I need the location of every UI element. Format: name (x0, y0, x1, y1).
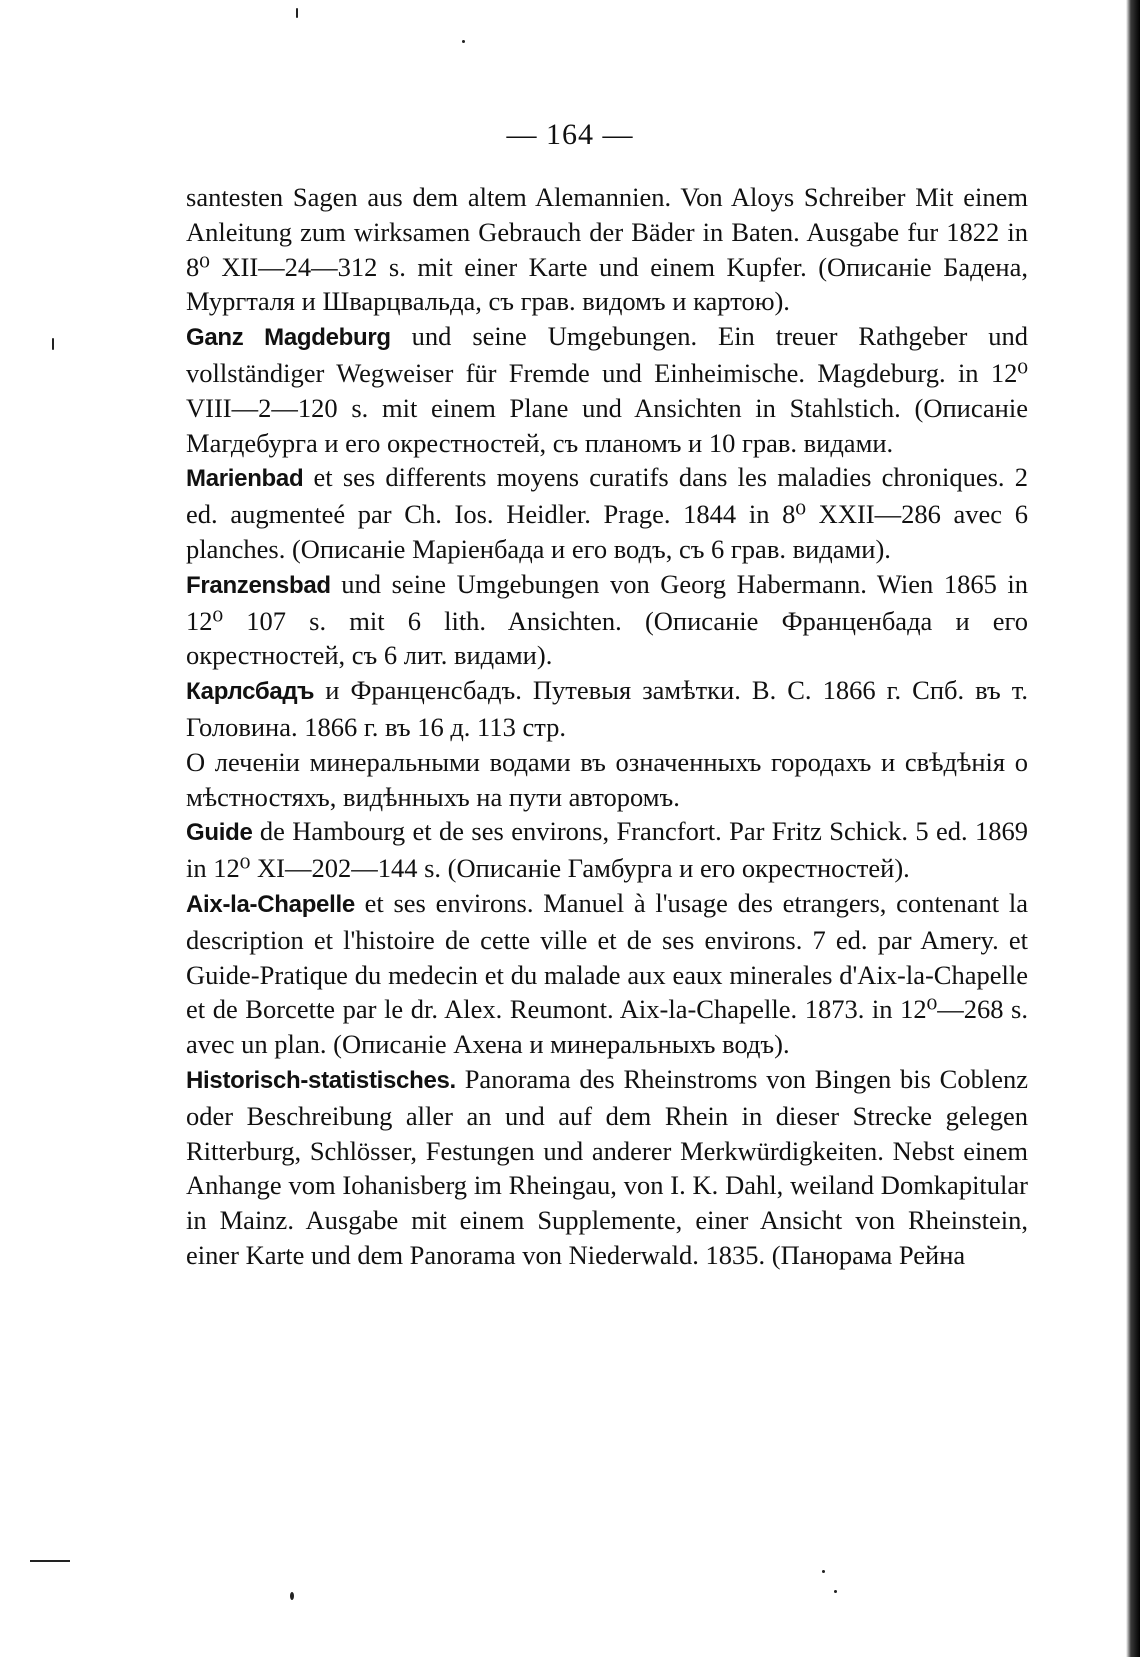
entry-franzensbad (186, 567, 1028, 673)
entry-text: и Франценсбадъ. Путевыя замѣтки. В. С. 1866 г. Спб. въ т. Головина. 1866 г. въ 16 д. 113 стр. (186, 675, 1028, 742)
entry-magdeburg (186, 319, 1028, 460)
entry-marienbad (186, 460, 1028, 566)
entry-heading: Franzensbad (186, 571, 331, 599)
entry-lechenie (186, 745, 1028, 815)
scan-speck (290, 1592, 294, 1600)
scan-speck (296, 8, 298, 18)
scan-speck (52, 338, 54, 350)
entry-karlsbad (186, 673, 1028, 745)
entry-historisch (186, 1062, 1028, 1273)
scan-speck (834, 1590, 837, 1593)
entry-heading: Guide (186, 819, 253, 847)
scan-edge-shadow (1126, 0, 1140, 1657)
entry-heading: Ganz Magdeburg (186, 324, 391, 352)
entry-aix (186, 886, 1028, 1062)
bibliography-text (186, 180, 1028, 1273)
entry-text: und seine Umgebungen. Ein treuer Rathgeber und vollständiger Wegweiser für Fremde und Einheimische. Magdeburg. in 12⁰ VIII—2—120 s. mit einem Plane und Ansichten in Stahlstich. (Описаніе Магдебурга и его окрестностей, съ планомъ и 10 грав. видами. (186, 321, 1028, 458)
entry-heading: Historisch-statistisches. (186, 1066, 456, 1094)
entry-hambourg (186, 814, 1028, 886)
entry-text: Panorama des Rheinstroms von Bingen bis Coblenz oder Beschreibung aller an und auf dem Rhein in dieser Strecke gelegen Ritterburg, Schlösser, Festungen und anderer Merkwürdigkeiten. Nebst einem Anhange vom Iohanisberg im Rheingau, von I. K. Dahl, weiland Domkapitular in Mainz. Ausgabe mit einem Supplemente, einer Ansicht von Rheinstein, einer Karte und dem Panorama von Niederwald. 1835. (Панорама Рейна (186, 1063, 1028, 1270)
entry-text: de Hambourg et de ses environs, Francfort. Par Fritz Schick. 5 ed. 1869 in 12⁰ XI—202—144 s. (Описаніе Гамбурга и его окрестностей). (186, 816, 1028, 884)
entry-heading: Карлсбадъ (186, 678, 315, 706)
page-number: — 164 — (506, 118, 634, 151)
entry-text: et ses differents moyens curatifs dans les maladies chroniques. 2 ed. augmenteé par Ch. Ios. Heidler. Prage. 1844 in 8⁰ XXII—286 avec 6 planches. (Описаніе Маріенбада и его водъ, съ 6 грав. видами). (186, 462, 1028, 564)
entry-text: und seine Umgebungen von Georg Habermann. Wien 1865 in 12⁰ 107 s. mit 6 lith. Ansichten. (Описаніе Франценбада и его окрестностей, съ 6 лит. видами). (186, 568, 1028, 671)
entry-text: О леченіи минеральными водами въ означенныхъ городахъ и свѣдѣнія о мѣстностяхъ, видѣнныхъ на пути авторомъ. (186, 746, 1028, 812)
entry-text: et ses environs. Manuel à l'usage des etrangers, contenant la description et l'histoire de cette ville et de ses environs. 7 ed. par Amery. et Guide-Pratique du medecin et du malade aux eaux minerales d'Aix-la-Chapelle et de Borcette par le dr. Alex. Reumont. Aix-la-Chapelle. 1873. in 12⁰—268 s. avec un plan. (Описаніе Ахена и минеральныхъ водъ). (186, 887, 1028, 1060)
entry-text: santesten Sagen aus dem altem Alemannien. Von Aloys Schreiber Mit einem Anleitung zum wirksamen Gebrauch der Bäder in Baten. Ausgabe fur 1822 in 8⁰ XII—24—312 s. mit einer Karte und einem Kupfer. (Описаніе Бадена, Мургтaля и Шварцвальда, съ грав. видомъ и картою). (186, 182, 1028, 317)
entry-alemannien (186, 180, 1028, 319)
entry-heading: Marienbad (186, 465, 304, 493)
scan-speck (822, 1570, 825, 1573)
scan-speck (462, 40, 465, 43)
entry-heading: Aix-la-Chapelle (186, 890, 355, 918)
scan-speck (30, 1560, 70, 1562)
